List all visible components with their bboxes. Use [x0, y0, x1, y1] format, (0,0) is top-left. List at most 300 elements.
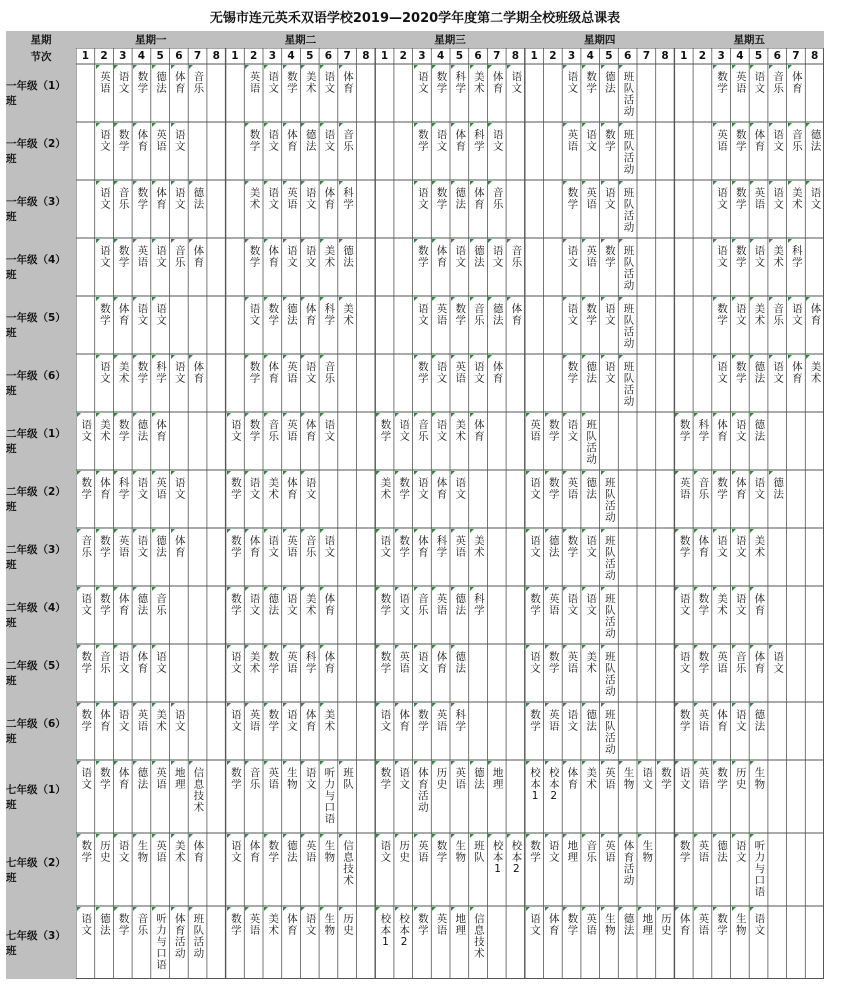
cell-comment-marker	[96, 529, 100, 533]
lesson-cell	[600, 470, 619, 528]
cell-comment-marker	[264, 355, 268, 359]
cell-comment-marker	[526, 907, 530, 911]
lesson-cell	[431, 412, 450, 470]
cell-comment-marker	[227, 761, 231, 765]
day-header: 星期五	[674, 31, 824, 48]
lesson-subject: 语文	[229, 840, 242, 863]
lesson-cell	[450, 180, 469, 238]
lesson-subject: 语文	[304, 361, 317, 384]
cell-comment-marker	[488, 355, 492, 359]
cell-comment-marker	[563, 703, 567, 707]
lesson-cell	[282, 238, 301, 296]
lesson-subject: 科学	[435, 535, 448, 558]
lesson-subject: 数学	[716, 303, 729, 326]
cell-comment-marker	[432, 471, 436, 475]
period-number: 1	[81, 50, 89, 62]
lesson-cell	[113, 702, 132, 760]
lesson-subject: 语文	[173, 477, 186, 500]
lesson-subject: 体育	[155, 419, 168, 442]
lesson-subject: 语文	[323, 71, 336, 94]
lesson-subject: 语文	[491, 245, 504, 268]
weekday-header-label: 星期	[6, 31, 76, 48]
lesson-cell	[749, 64, 768, 122]
lesson-cell	[525, 586, 544, 644]
cell-comment-marker	[563, 123, 567, 127]
cell-comment-marker	[713, 761, 717, 765]
lesson-subject: 德法	[454, 593, 467, 616]
lesson-subject: 体育	[734, 477, 747, 500]
lesson-cell	[712, 906, 731, 979]
cell-comment-marker	[582, 181, 586, 185]
lesson-subject: 美术	[454, 419, 467, 442]
lesson-subject: 音乐	[510, 245, 523, 268]
cell-comment-marker	[376, 761, 380, 765]
lesson-subject: 英语	[98, 71, 111, 94]
lesson-cell	[431, 180, 450, 238]
cell-comment-marker	[713, 297, 717, 301]
lesson-cell	[413, 644, 432, 702]
lesson-cell	[132, 64, 151, 122]
lesson-cell	[76, 470, 95, 528]
cell-comment-marker	[732, 65, 736, 69]
lesson-subject: 数学	[117, 913, 130, 936]
cell-comment-marker	[245, 239, 249, 243]
lesson-subject: 听力与口语	[753, 840, 766, 898]
lesson-subject: 数学	[229, 535, 242, 558]
cell-comment-marker	[395, 834, 399, 838]
lesson-cell	[600, 354, 619, 412]
lesson-subject: 数学	[416, 129, 429, 152]
cell-comment-marker	[133, 181, 137, 185]
cell-comment-marker	[638, 907, 642, 911]
lesson-cell	[768, 238, 787, 296]
cell-comment-marker	[152, 703, 156, 707]
lesson-cell	[431, 296, 450, 354]
cell-comment-marker	[619, 181, 623, 185]
lesson-subject: 音乐	[416, 419, 429, 442]
lesson-subject: 英语	[529, 419, 542, 442]
lesson-subject: 德法	[809, 129, 822, 152]
cell-comment-marker	[301, 587, 305, 591]
lesson-subject: 语文	[267, 71, 280, 94]
lesson-subject: 语文	[772, 361, 785, 384]
lesson-cell	[469, 64, 488, 122]
lesson-cell	[618, 238, 637, 296]
cell-comment-marker	[133, 413, 137, 417]
lesson-subject: 语文	[566, 303, 579, 326]
lesson-subject: 美术	[342, 303, 355, 326]
cell-comment-marker	[451, 123, 455, 127]
timetable	[6, 31, 824, 994]
lesson-cell	[244, 586, 263, 644]
lesson-subject: 班队活动	[585, 419, 598, 465]
lesson-cell	[300, 760, 319, 833]
period-number: 3	[268, 50, 276, 62]
lesson-cell	[282, 586, 301, 644]
lesson-cell	[282, 64, 301, 122]
lesson-subject: 体育	[304, 709, 317, 732]
lesson-cell	[151, 470, 170, 528]
lesson-subject: 英语	[547, 593, 560, 616]
cell-comment-marker	[601, 471, 605, 475]
lesson-subject: 美术	[716, 593, 729, 616]
lesson-cell	[431, 586, 450, 644]
cell-comment-marker	[432, 587, 436, 591]
lesson-subject: 体育	[304, 303, 317, 326]
lesson-cell	[525, 906, 544, 979]
cell-comment-marker	[245, 471, 249, 475]
lesson-subject: 英语	[678, 477, 691, 500]
lesson-subject: 体育	[192, 245, 205, 268]
lesson-cell	[562, 906, 581, 979]
lesson-cell	[151, 238, 170, 296]
lesson-cell	[263, 238, 282, 296]
lesson-subject: 语文	[229, 709, 242, 732]
lesson-subject: 数学	[435, 187, 448, 210]
lesson-subject: 语文	[454, 245, 467, 268]
cell-comment-marker	[245, 703, 249, 707]
lesson-cell	[151, 64, 170, 122]
lesson-subject: 体育	[155, 187, 168, 210]
lesson-cell	[712, 412, 731, 470]
lesson-cell	[413, 180, 432, 238]
cell-comment-marker	[283, 529, 287, 533]
cell-comment-marker	[769, 65, 773, 69]
lesson-subject: 语文	[117, 71, 130, 94]
lesson-subject: 美术	[472, 535, 485, 558]
cell-comment-marker	[563, 413, 567, 417]
class-label: 二年级（2）班	[6, 470, 76, 528]
lesson-cell	[693, 470, 712, 528]
cell-comment-marker	[96, 907, 100, 911]
lesson-cell	[562, 180, 581, 238]
lesson-cell	[731, 296, 750, 354]
lesson-subject: 德法	[753, 361, 766, 384]
cell-comment-marker	[750, 471, 754, 475]
lesson-subject: 体育	[248, 840, 261, 863]
lesson-subject: 美术	[585, 651, 598, 674]
lesson-subject: 语文	[566, 71, 579, 94]
lesson-subject: 生物	[603, 913, 616, 936]
lesson-cell	[581, 354, 600, 412]
cell-comment-marker	[732, 761, 736, 765]
lesson-cell	[319, 64, 338, 122]
period-number: 7	[193, 50, 202, 62]
lesson-cell	[693, 528, 712, 586]
lesson-cell	[712, 122, 731, 180]
lesson-cell	[693, 906, 712, 979]
lesson-subject: 英语	[585, 187, 598, 210]
lesson-cell	[749, 586, 768, 644]
cell-comment-marker	[414, 761, 418, 765]
lesson-subject: 体育	[323, 593, 336, 616]
cell-comment-marker	[171, 761, 175, 765]
lesson-subject: 科学	[472, 593, 485, 616]
lesson-cell	[450, 412, 469, 470]
lesson-subject: 英语	[603, 767, 616, 790]
lesson-cell	[300, 412, 319, 470]
lesson-subject: 语文	[248, 593, 261, 616]
lesson-cell	[712, 586, 731, 644]
lesson-subject: 英语	[155, 840, 168, 863]
lesson-cell	[581, 412, 600, 470]
lesson-cell	[76, 644, 95, 702]
cell-comment-marker	[563, 355, 567, 359]
cell-comment-marker	[152, 529, 156, 533]
lesson-subject: 地理	[173, 767, 186, 790]
cell-comment-marker	[470, 239, 474, 243]
cell-comment-marker	[152, 834, 156, 838]
lesson-cell	[375, 644, 394, 702]
lesson-cell	[562, 412, 581, 470]
lesson-subject: 数学	[136, 187, 149, 210]
lesson-cell	[375, 702, 394, 760]
cell-comment-marker	[769, 297, 773, 301]
cell-comment-marker	[114, 65, 118, 69]
lesson-cell	[170, 180, 189, 238]
lesson-cell	[749, 180, 768, 238]
lesson-cell	[768, 122, 787, 180]
cell-comment-marker	[694, 907, 698, 911]
cell-comment-marker	[694, 471, 698, 475]
cell-comment-marker	[713, 181, 717, 185]
cell-comment-marker	[414, 471, 418, 475]
lesson-cell	[674, 644, 693, 702]
cell-comment-marker	[675, 761, 679, 765]
lesson-subject: 音乐	[80, 535, 93, 558]
cell-comment-marker	[732, 529, 736, 533]
cell-comment-marker	[227, 834, 231, 838]
cell-comment-marker	[133, 123, 137, 127]
period-number: 6	[474, 50, 482, 62]
lesson-cell	[188, 238, 207, 296]
lesson-cell	[151, 760, 170, 833]
lesson-subject: 美术	[753, 303, 766, 326]
cell-comment-marker	[245, 645, 249, 649]
cell-comment-marker	[470, 761, 474, 765]
lesson-cell	[394, 644, 413, 702]
cell-comment-marker	[732, 297, 736, 301]
cell-comment-marker	[526, 761, 530, 765]
cell-comment-marker	[432, 761, 436, 765]
lesson-subject: 地理	[641, 913, 654, 936]
cell-comment-marker	[152, 907, 156, 911]
lesson-subject: 英语	[136, 709, 149, 732]
cell-comment-marker	[432, 355, 436, 359]
lesson-subject: 语文	[248, 303, 261, 326]
lesson-cell	[469, 833, 488, 906]
cell-comment-marker	[563, 761, 567, 765]
cell-comment-marker	[77, 645, 81, 649]
lesson-subject: 德法	[716, 840, 729, 863]
lesson-subject: 体育	[267, 245, 280, 268]
lesson-cell	[413, 528, 432, 586]
cell-comment-marker	[470, 355, 474, 359]
period-number: 2	[549, 50, 557, 62]
lesson-cell	[731, 586, 750, 644]
cell-comment-marker	[675, 907, 679, 911]
lesson-cell	[544, 586, 563, 644]
lesson-cell	[95, 122, 114, 180]
lesson-cell	[151, 833, 170, 906]
lesson-cell	[525, 833, 544, 906]
lesson-cell	[731, 470, 750, 528]
cell-comment-marker	[264, 413, 268, 417]
cell-comment-marker	[133, 529, 137, 533]
lesson-cell	[413, 470, 432, 528]
lesson-cell	[450, 906, 469, 979]
period-number: 6	[175, 50, 183, 62]
lesson-cell	[300, 586, 319, 644]
cell-comment-marker	[376, 645, 380, 649]
cell-comment-marker	[133, 239, 137, 243]
lesson-subject: 英语	[566, 129, 579, 152]
lesson-cell	[132, 528, 151, 586]
cell-comment-marker	[451, 645, 455, 649]
lesson-subject: 数学	[678, 840, 691, 863]
class-label: 一年级（3）班	[6, 180, 76, 238]
lesson-subject: 体育	[192, 361, 205, 384]
cell-comment-marker	[96, 834, 100, 838]
lesson-cell	[375, 470, 394, 528]
lesson-cell	[768, 354, 787, 412]
cell-comment-marker	[713, 834, 717, 838]
cell-comment-marker	[301, 413, 305, 417]
lesson-subject: 体育	[323, 187, 336, 210]
lesson-subject: 语文	[267, 535, 280, 558]
cell-comment-marker	[451, 834, 455, 838]
lesson-cell	[394, 906, 413, 979]
cell-comment-marker	[264, 761, 268, 765]
lesson-subject: 体育	[342, 71, 355, 94]
lesson-subject: 班队活动	[603, 477, 616, 523]
lesson-subject: 数学	[566, 187, 579, 210]
cell-comment-marker	[601, 645, 605, 649]
lesson-cell	[319, 702, 338, 760]
lesson-subject: 语文	[379, 709, 392, 732]
lesson-cell	[749, 354, 768, 412]
lesson-subject: 英语	[248, 71, 261, 94]
cell-comment-marker	[414, 297, 418, 301]
lesson-cell	[300, 122, 319, 180]
cell-comment-marker	[227, 907, 231, 911]
lesson-cell	[132, 470, 151, 528]
period-number: 7	[792, 50, 800, 62]
lesson-cell	[300, 354, 319, 412]
period-number: 4	[287, 50, 295, 62]
cell-comment-marker	[152, 123, 156, 127]
lesson-cell	[581, 528, 600, 586]
cell-comment-marker	[526, 645, 530, 649]
lesson-cell	[544, 760, 563, 833]
cell-comment-marker	[470, 181, 474, 185]
lesson-subject: 语文	[472, 361, 485, 384]
lesson-cell	[413, 122, 432, 180]
lesson-cell	[132, 180, 151, 238]
cell-comment-marker	[227, 471, 231, 475]
lesson-subject: 语文	[809, 187, 822, 210]
lesson-subject: 数学	[98, 303, 111, 326]
lesson-subject: 美术	[267, 913, 280, 936]
lesson-subject: 英语	[304, 840, 317, 863]
lesson-subject: 德法	[472, 245, 485, 268]
lesson-subject: 历史	[659, 913, 672, 936]
cell-comment-marker	[227, 413, 231, 417]
lesson-subject: 语文	[566, 593, 579, 616]
lesson-cell	[712, 644, 731, 702]
cell-comment-marker	[395, 703, 399, 707]
lesson-cell	[263, 586, 282, 644]
lesson-cell	[787, 354, 806, 412]
lesson-subject: 班队活动	[622, 129, 635, 175]
cell-comment-marker	[488, 123, 492, 127]
cell-comment-marker	[526, 529, 530, 533]
cell-comment-marker	[320, 297, 324, 301]
lesson-cell	[170, 122, 189, 180]
lesson-cell	[450, 238, 469, 296]
lesson-cell	[95, 528, 114, 586]
lesson-subject: 班队活动	[622, 71, 635, 117]
lesson-cell	[712, 470, 731, 528]
cell-comment-marker	[750, 587, 754, 591]
period-number: 7	[343, 50, 351, 62]
lesson-subject: 数学	[697, 593, 710, 616]
class-label: 二年级（3）班	[6, 528, 76, 586]
lesson-cell	[300, 906, 319, 979]
lesson-cell	[319, 644, 338, 702]
lesson-subject: 数学	[379, 767, 392, 790]
cell-comment-marker	[601, 587, 605, 591]
lesson-subject: 班队	[472, 840, 485, 863]
cell-comment-marker	[694, 834, 698, 838]
lesson-subject: 地理	[454, 913, 467, 936]
lesson-subject: 美术	[267, 477, 280, 500]
cell-comment-marker	[601, 703, 605, 707]
lesson-cell	[170, 470, 189, 528]
lesson-subject: 体育	[117, 303, 130, 326]
lesson-subject: 体育活动	[173, 913, 186, 959]
lesson-subject: 数学	[98, 767, 111, 790]
cell-comment-marker	[713, 123, 717, 127]
lesson-cell	[113, 906, 132, 979]
lesson-subject: 语文	[285, 709, 298, 732]
lesson-cell	[674, 906, 693, 979]
cell-comment-marker	[806, 297, 810, 301]
cell-comment-marker	[713, 355, 717, 359]
lesson-subject: 语文	[416, 303, 429, 326]
period-number: 3	[119, 50, 127, 62]
lesson-subject: 英语	[285, 651, 298, 674]
lesson-subject: 英语	[248, 913, 261, 936]
cell-comment-marker	[563, 907, 567, 911]
lesson-cell	[375, 906, 394, 979]
cell-comment-marker	[806, 181, 810, 185]
lesson-subject: 语文	[267, 129, 280, 152]
lesson-cell	[805, 296, 824, 354]
class-label: 一年级（5）班	[6, 296, 76, 354]
cell-comment-marker	[619, 761, 623, 765]
lesson-subject: 数学	[80, 840, 93, 863]
lesson-cell	[151, 122, 170, 180]
period-number: 5	[306, 50, 314, 62]
lesson-subject: 听力与口语	[155, 913, 168, 971]
cell-comment-marker	[713, 587, 717, 591]
lesson-cell	[282, 180, 301, 238]
cell-comment-marker	[526, 413, 530, 417]
lesson-subject: 数学	[379, 593, 392, 616]
cell-comment-marker	[788, 355, 792, 359]
cell-comment-marker	[451, 413, 455, 417]
